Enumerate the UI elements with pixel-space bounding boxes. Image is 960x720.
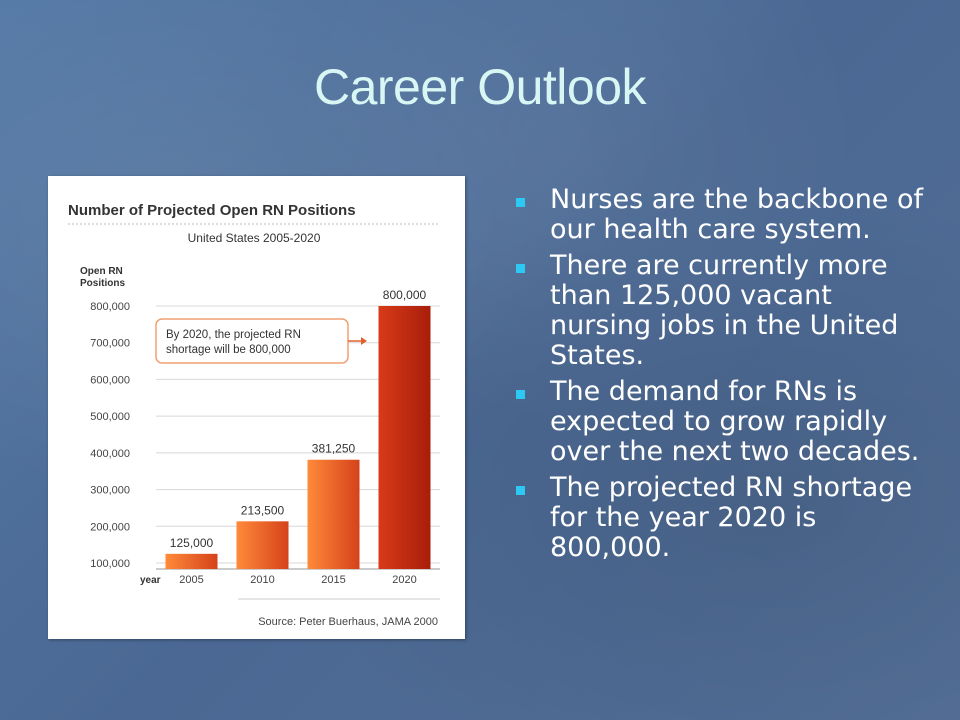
x-tick-label: 2005 (179, 574, 204, 586)
y-tick-label: 500,000 (90, 411, 130, 424)
bullet-text: The demand for RNs is expected to grow rapidly over the next two decades. (550, 376, 920, 467)
bullet-item (510, 473, 930, 563)
bullet-text: Nurses are the backbone of our health care system. (550, 184, 924, 245)
x-tick-labels (179, 574, 416, 586)
bar-2010 (237, 521, 289, 569)
bullet-text: The projected RN shortage for the year 2020 is 800,000. (550, 472, 913, 563)
bar-chart (48, 176, 465, 639)
bullet-item (510, 251, 930, 371)
annotation-box (156, 319, 348, 363)
y-tick-label: 700,000 (90, 337, 130, 350)
x-tick-label: 2015 (321, 574, 346, 586)
y-tick-label: 800,000 (90, 301, 130, 313)
y-axis-label-line1: Open RN (80, 266, 123, 277)
annotation-line2: shortage will be 800,000 (166, 344, 291, 356)
y-tick-label: 300,000 (90, 484, 130, 497)
bullet-item (510, 185, 930, 245)
bullet-list (510, 185, 930, 569)
bullet-text: There are currently more than 125,000 vacant nursing jobs in the United States. (550, 250, 899, 371)
bar-2020 (379, 306, 431, 569)
chart-source: Source: Peter Buerhaus, JAMA 2000 (258, 616, 438, 628)
y-axis-label-line2: Positions (80, 278, 126, 289)
y-tick-label: 400,000 (90, 447, 130, 460)
square-bullet-icon (516, 486, 525, 495)
bar-value-label: 800,000 (382, 288, 427, 302)
bar-value-label: 381,250 (311, 441, 356, 456)
y-tick-label: 100,000 (90, 558, 130, 570)
chart-subtitle: United States 2005-2020 (187, 231, 321, 245)
bullet-item (510, 377, 930, 467)
slide-title: Career Outlook (313, 59, 647, 115)
bar-value-label: 125,000 (169, 535, 214, 550)
y-tick-labels (90, 301, 130, 570)
annotation-callout (156, 319, 367, 363)
annotation-line1: By 2020, the projected RN (166, 329, 301, 341)
bar-2015 (308, 460, 360, 569)
square-bullet-icon (516, 198, 525, 207)
annotation-arrowhead (361, 337, 367, 345)
chart-title: Number of Projected Open RN Positions (68, 202, 356, 219)
bar-2005 (166, 554, 218, 569)
bar-value-label: 213,500 (240, 503, 285, 518)
square-bullet-icon (516, 390, 525, 399)
square-bullet-icon (516, 264, 525, 273)
y-tick-label: 600,000 (90, 374, 130, 387)
x-tick-label: 2010 (250, 574, 275, 586)
x-axis-label: year (140, 575, 161, 586)
chart-card (48, 176, 465, 639)
x-tick-label: 2020 (392, 574, 417, 586)
y-tick-label: 200,000 (90, 521, 130, 534)
